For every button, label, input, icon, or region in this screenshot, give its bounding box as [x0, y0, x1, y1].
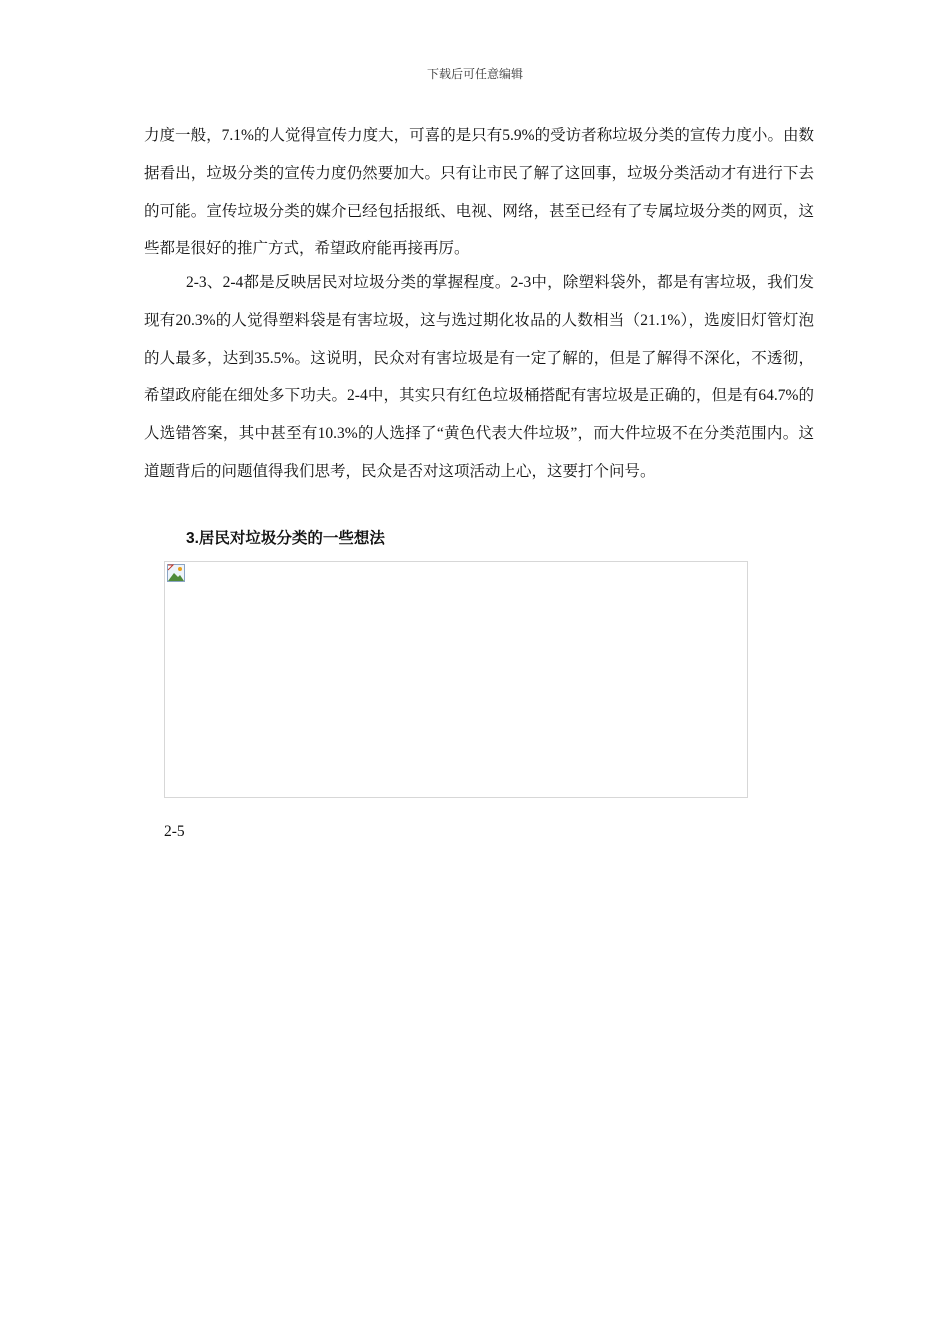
body-paragraph-2: 2-3、2-4都是反映居民对垃圾分类的掌握程度。2-3中，除塑料袋外，都是有害垃圾，我们发现有20.3%的人觉得塑料袋是有害垃圾，这与选过期化妆品的人数相当（21.1%），选废旧灯管灯泡的人最多，达到35.5%。这说明，民众对有害垃圾是有一定了解的，但是了解得不深化，不透彻，希望政府能在细处多下功夫。2-4中，其实只有红色垃圾桶搭配有害垃圾是正确的，但是有64.7%的人选错答案，其中甚至有10.3%的人选择了“黄色代表大件垃圾”，而大件垃圾不在分类范围内。这道题背后的问题值得我们思考，民众是否对这项活动上心，这要打个问号。	[144, 274, 814, 480]
page-header: 下载后可任意编辑	[426, 67, 523, 81]
figure-caption: 2-5	[164, 823, 185, 840]
body-paragraph-1: 力度一般，7.1%的人觉得宣传力度大，可喜的是只有5.9%的受访者称垃圾分类的宣传力度小。由数据看出，垃圾分类的宣传力度仍然要加大。只有让市民了解了这回事，垃圾分类活动才有进行下去的可能。宣传垃圾分类的媒介已经包括报纸、电视、网络，甚至已经有了专属垃圾分类的网页，这些都是很好的推广方式，希望政府能再接再厉。	[144, 127, 814, 258]
broken-image-icon	[167, 564, 185, 582]
figure-placeholder	[164, 561, 748, 798]
section-heading: 3.居民对垃圾分类的一些想法	[186, 530, 385, 547]
